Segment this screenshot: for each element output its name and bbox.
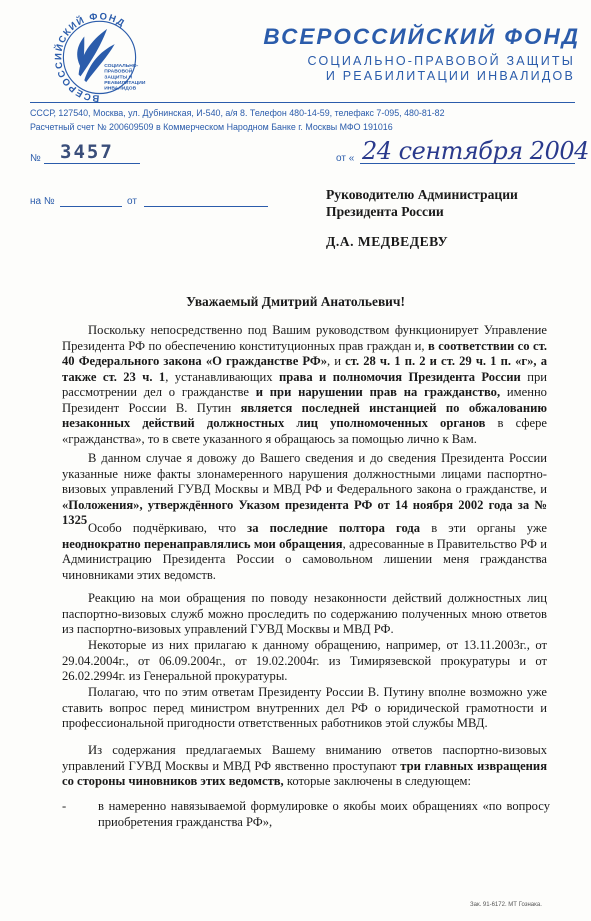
body-text: в сфере «гражданства», то в свете указанного я обращаюсь за помощью лично к Вам. bbox=[62, 416, 547, 446]
number-line bbox=[44, 163, 140, 164]
print-footer: Зак. 91-6172. МТ Гознака. bbox=[470, 902, 542, 908]
paragraph-4 bbox=[62, 591, 547, 638]
emphasized-text: три главных извращения со стороны чиновников этих ведомств, bbox=[62, 758, 548, 788]
foundation-logo bbox=[52, 8, 147, 103]
bullet-item-1: в намеренно навязываемой формулировке о якобы моих обращениях «по вопросу приобретения гражданства РФ», bbox=[98, 799, 550, 829]
handwritten-date: 24 сентября 2004 bbox=[362, 137, 589, 165]
body-text: именно Президент России В. Путин bbox=[62, 385, 547, 415]
body-text: , устанавливающих bbox=[165, 369, 279, 384]
paragraph-5 bbox=[62, 638, 547, 685]
emphasized-text: в соответствии со ст. 40 Федерального закона «О гражданстве РФ» bbox=[62, 338, 547, 368]
org-subtitle-1: СОЦИАЛЬНО-ПРАВОВОЙ ЗАЩИТЫ bbox=[307, 54, 575, 68]
paragraph-6 bbox=[62, 685, 547, 732]
body-text: Некоторые из них прилагаю к данному обращению, например, от 13.11.2003г., от 29.04.2004г., от 06.09.2004г., от 19.02.2004г. из Тимирязевской прокуратуры и от 26.02.2994г. из Генеральной прокуратуры. bbox=[62, 638, 547, 683]
paragraph-7 bbox=[62, 743, 547, 790]
body-text: в эти органы уже bbox=[420, 521, 547, 535]
reference-date-line bbox=[144, 206, 268, 207]
emphasized-text: неоднократно перенаправлялись мои обращения bbox=[62, 536, 343, 551]
org-bank-details: Расчетный счет № 200609509 в Коммерческом Народном Банке г. Москвы МФО 191016 bbox=[30, 122, 393, 132]
salutation: Уважаемый Дмитрий Анатольевич! bbox=[186, 294, 405, 309]
logo-side-line-2: ПРАВОВОЙ bbox=[104, 69, 133, 75]
date-label: от « bbox=[336, 153, 355, 164]
letterhead-rule bbox=[30, 102, 575, 103]
reference-label: на № bbox=[30, 196, 55, 207]
paragraph-2 bbox=[62, 451, 547, 529]
body-text: В данном случае я довожу до Вашего сведения и до сведения Президента России указанные ниже факты злонамеренного нарушения должностными лицами паспортно-визовых управлений ГУВД Москвы и МВД РФ и Федерального закона о гражданстве, и bbox=[62, 451, 547, 496]
logo-side-line-4: РЕАБИЛИТАЦИИ bbox=[104, 81, 146, 86]
body-text: которые заключены в следующем: bbox=[283, 774, 472, 788]
addressee-line-2: Президента России bbox=[326, 204, 444, 219]
body-text: , адресованные в Правительство РФ и Администрацию Президента России о самовольном лишении меня гражданства чиновниками этих ведомств. bbox=[62, 536, 547, 582]
emphasized-text: за последние полтора года bbox=[247, 521, 421, 535]
emphasized-text: и при нарушении прав на гражданство, bbox=[255, 385, 501, 399]
body-text: , и bbox=[327, 354, 346, 368]
body-text: Особо подчёркиваю, что bbox=[88, 521, 248, 535]
emphasized-text: «Положения», утверждённого Указом президента РФ от 14 ноября 2002 года за № 1325 bbox=[62, 497, 547, 527]
body-text: при рассмотрении дел о гражданстве bbox=[62, 369, 547, 399]
logo-side-line-5: ИНВАЛИДОВ bbox=[104, 86, 137, 92]
number-label: № bbox=[30, 153, 41, 164]
org-name: ВСЕРОССИЙСКИЙ ФОНД bbox=[263, 24, 580, 49]
logo-side-line-3: ЗАЩИТЫ И bbox=[104, 75, 133, 81]
emphasized-text: является последней инстанцией по обжалованию незаконных действий должностных лиц уполномоченных органов bbox=[62, 400, 547, 430]
reference-number-line bbox=[60, 206, 122, 207]
outgoing-number: 3457 bbox=[60, 141, 114, 163]
logo-side-line-1: СОЦИАЛЬНО- bbox=[104, 63, 139, 69]
org-subtitle-2: И РЕАБИЛИТАЦИИ ИНВАЛИДОВ bbox=[325, 69, 575, 83]
paragraph-1 bbox=[62, 323, 547, 447]
addressee-line-1: Руководителю Администрации bbox=[326, 187, 518, 202]
body-text: Поскольку непосредственно под Вашим руководством функционирует Управление Президента РФ по обеспечению конституционных прав граждан и, bbox=[62, 323, 547, 353]
logo-ring-text: ВСЕРОССИЙСКИЙ ФОНД bbox=[53, 11, 128, 103]
emphasized-text: права и полномочия Президента России bbox=[278, 369, 521, 384]
reference-from-label: от bbox=[127, 196, 137, 207]
addressee-name: Д.А. МЕДВЕДЕВУ bbox=[326, 234, 449, 249]
org-address: СССР, 127540, Москва, ул. Дубнинская, И-540, а/я 8. Телефон 480-14-59, телефакс 7-095, 480-81-82 bbox=[30, 108, 445, 118]
body-text: Из содержания предлагаемых Вашему вниманию ответов паспортно-визовых управлений ГУВД Москвы и МВД РФ явственно проступают bbox=[62, 743, 547, 773]
body-text: Реакцию на мои обращения по поводу незаконности действий должностных лиц паспортно-визовых служб можно проследить по содержанию полученных мною ответов из паспортно-визовых управлений ГУВД Москвы и МВД РФ. bbox=[62, 591, 547, 636]
paragraph-3 bbox=[62, 521, 547, 583]
bullet-dash: - bbox=[62, 799, 67, 813]
emphasized-text: ст. 28 ч. 1 п. 2 и ст. 29 ч. 1 п. «г», а также ст. 23 ч. 1 bbox=[62, 354, 547, 384]
body-text: Полагаю, что по этим ответам Президенту России В. Путину вполне возможно уже ставить вопрос перед министром внутренних дел РФ о юридической грамотности и профессиональной пригодности ответственных работников этой службы МВД. bbox=[62, 685, 547, 730]
